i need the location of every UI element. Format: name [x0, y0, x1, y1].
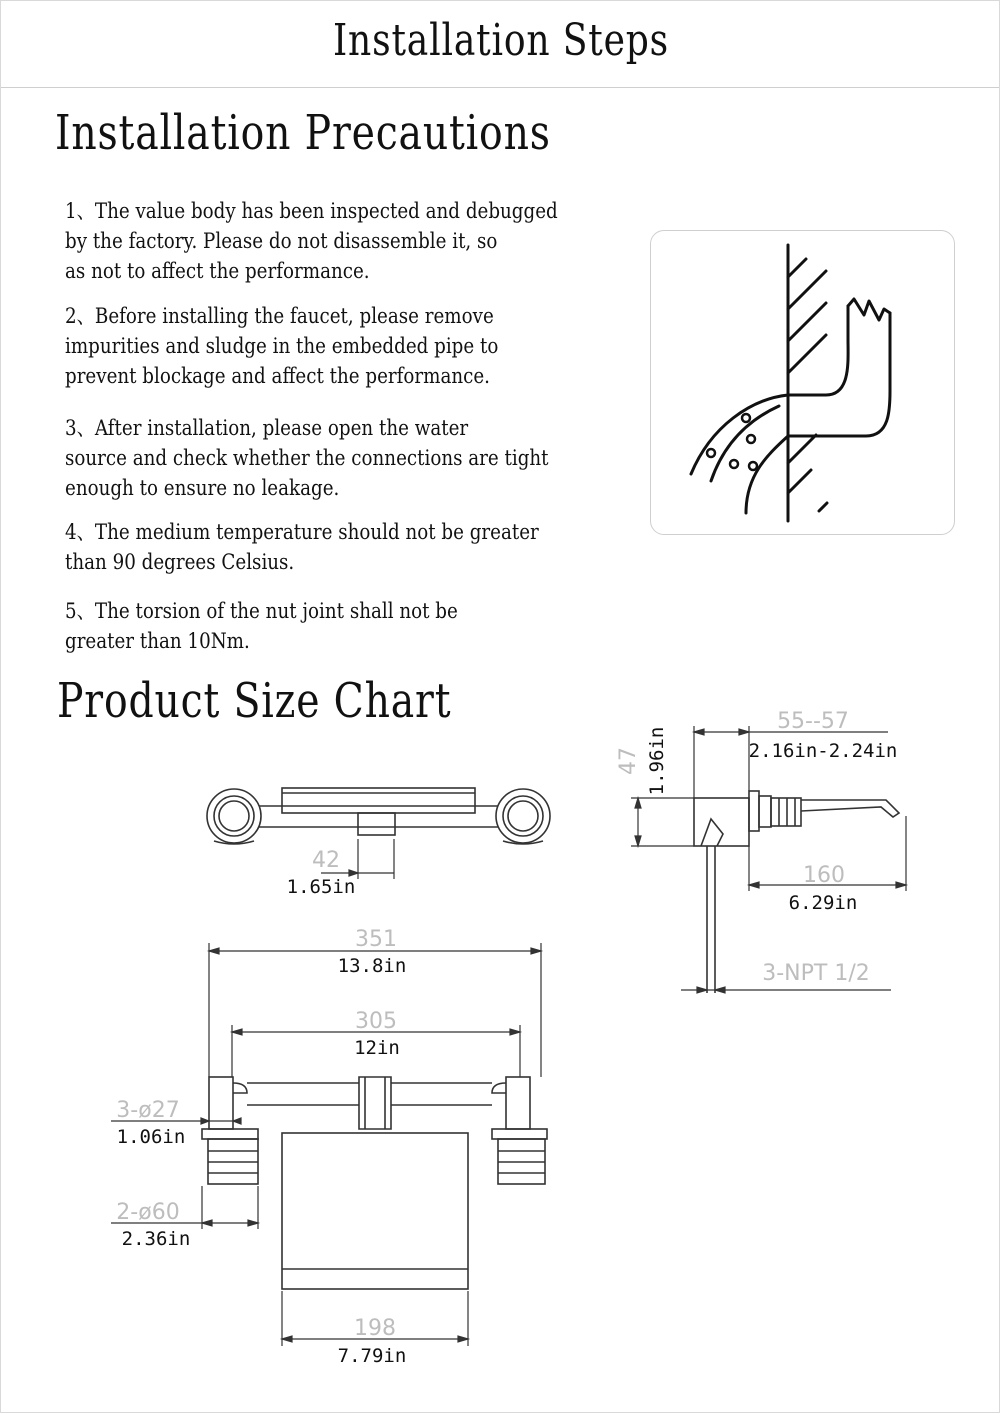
size-chart-title: Product Size Chart [57, 673, 452, 729]
dim-escutcheon-dia-in: 2.36in [121, 1228, 191, 1250]
technical-drawings [1, 1, 1000, 1414]
dim-center-spacing-in: 12in [354, 1037, 400, 1059]
top-view-drawing [207, 788, 550, 844]
dim-spout-offset-mm: 42 [312, 848, 340, 873]
dim-center-spacing-mm: 305 [355, 1009, 397, 1034]
dim-thread-spec: 3-NPT 1/2 [762, 961, 870, 986]
front-view-drawing [202, 1077, 547, 1289]
dim-depth-range-in: 2.16in-2.24in [748, 740, 898, 762]
precaution-step-2: 2、Before installing the faucet, please remove impurities and sludge in the embedded pipe to prevent blockage and affect the performance. [65, 304, 499, 389]
precautions-title: Installation Precautions [55, 105, 551, 161]
dim-overall-width-mm: 351 [355, 927, 397, 952]
dim-spout-reach-in: 6.29in [788, 892, 858, 914]
dim-overall-width-in: 13.8in [337, 955, 407, 977]
page-title: Installation Steps [332, 15, 670, 66]
dim-spout-offset-in: 1.65in [286, 876, 356, 898]
precaution-step-1: 1、The value body has been inspected and debugged by the factory. Please do not disassemble it, so as not to affect the performance. [65, 199, 558, 284]
precaution-step-3: 3、After installation, please open the water source and check whether the connections are tight enough to ensure no leakage. [65, 416, 549, 501]
dim-spout-width-mm: 198 [354, 1316, 396, 1341]
dim-escutcheon-dia-mm: 2-ø60 [116, 1200, 180, 1225]
precaution-step-5: 5、The torsion of the nut joint shall not be greater than 10Nm. [65, 599, 458, 654]
dim-depth-range-mm: 55--57 [777, 709, 849, 734]
dim-height-in: 1.96in [646, 726, 668, 796]
precaution-step-4: 4、The medium temperature should not be greater than 90 degrees Celsius. [65, 520, 539, 575]
dim-height-mm: 47 [616, 747, 641, 775]
dim-handle-dia-mm: 3-ø27 [116, 1098, 180, 1123]
dim-spout-reach-mm: 160 [803, 863, 845, 888]
dim-handle-dia-in: 1.06in [116, 1126, 186, 1148]
dim-spout-width-in: 7.79in [337, 1345, 407, 1367]
